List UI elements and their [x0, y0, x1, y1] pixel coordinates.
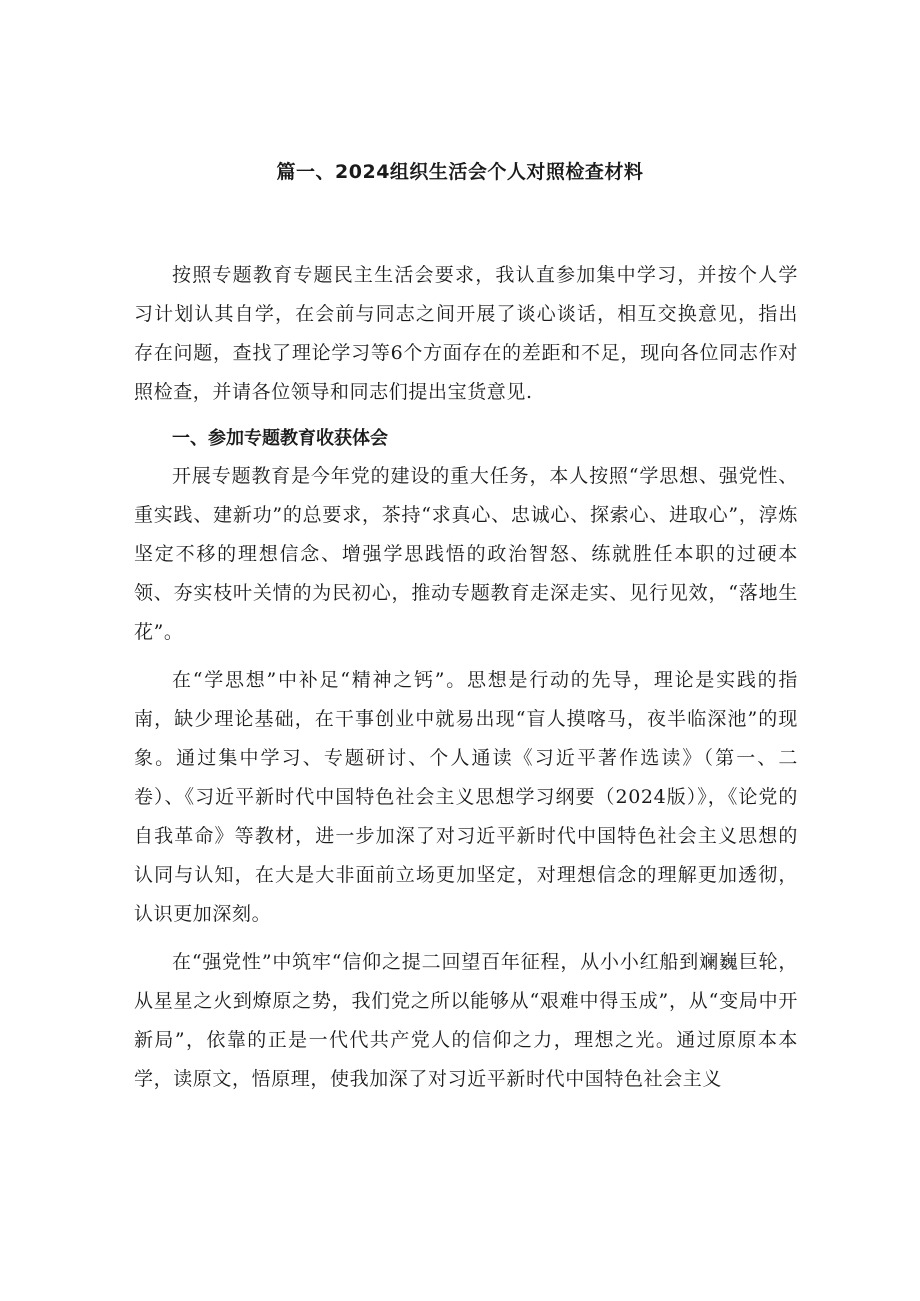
- section-heading: 一、参加专题教育收获体会: [172, 428, 388, 449]
- intro-paragraph: 按照专题教育专题民主生活会要求，我认直参加集中学习，并按个人学习计划认其自学，在会前与同志之间开展了谈心谈话，相互交换意见，指出存在问题，查找了理论学习等6个方面存在的差距和不足，现向各位同志作对照检查，并请各位领导和同志们提出宝货意见.: [134, 264, 798, 403]
- body-paragraph-2: 在“学思想”中补足“精神之钙”。思想是行动的先导，理论是实践的指南，缺少理论基础，在干事创业中就易出现“盲人摸喀马，夜半临深池”的现象。通过集中学习、专题研讨、个人通读《习近平著作选读》（第一、二卷）、《习近平新时代中国特色社会主义思想学习纲要（2024版）》，《论党的自我革命》等教材，进一步加深了对习近平新时代中国特色社会主义思想的认同与认知，在大是大非面前立场更加坚定，对理想信念的理解更加透彻，认识更加深刻。: [134, 669, 798, 925]
- document-body: [134, 256, 798, 1099]
- body-paragraph-1: 开展专题教育是今年党的建设的重大任务，本人按照“学思想、强党性、重实践、建新功”的总要求，茶持“求真心、忠诚心、探索心、进取心”，淳炼坚定不移的理想信念、增强学思践悟的政治智怒、练就胜任本职的过硬本领、夯实枝叶关情的为民初心，推动专题教育走深走实、见行见效，“落地生花”。: [134, 465, 798, 643]
- body-paragraph-3: 在“强党性”中筑牢“信仰之提二回望百年征程，从小小红船到斓巍巨轮，从星星之火到燎原之势，我们党之所以能够从“艰难中得玉成”，从“变局中开新局”，依靠的正是一代代共产党人的信仰之力，理想之光。通过原原本本学，读原文，悟原理，使我加深了对习近平新时代中国特色社会主义: [134, 951, 798, 1090]
- document-title: 篇一、2024组织生活会个人对照检查材料: [276, 161, 644, 183]
